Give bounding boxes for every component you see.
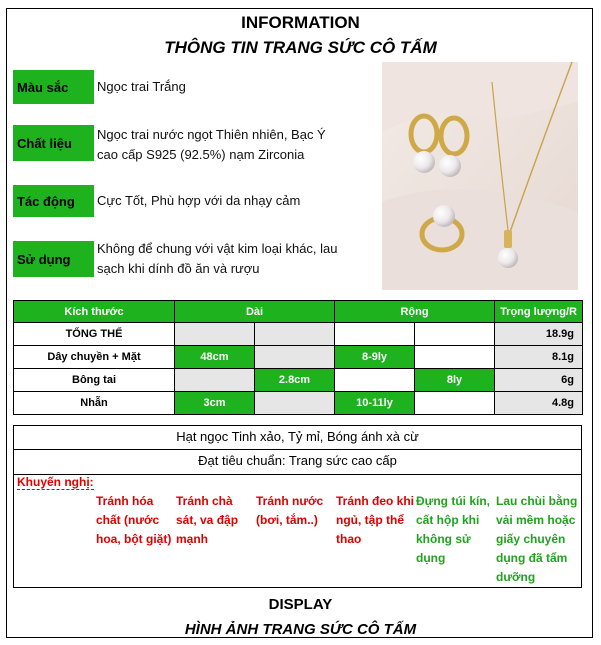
cell-empty	[175, 323, 255, 346]
cell-width-earrings: 8ly	[415, 369, 495, 392]
row-label-ring: Nhẫn	[14, 392, 175, 415]
spec-table	[13, 300, 583, 415]
row-label-overall: TỔNG THỂ	[14, 323, 175, 346]
advice-item-impact: Tránh chà sát, va đập mạnh	[176, 494, 239, 546]
header-size: Kích thước	[14, 301, 175, 323]
table-row	[14, 346, 583, 369]
info-value-color: Ngọc trai Trắng	[97, 79, 186, 94]
info-label-effect: Tác động	[13, 185, 94, 217]
cell-empty	[255, 392, 335, 415]
info-label-color: Màu sắc	[13, 70, 94, 104]
spec-header-row	[14, 301, 583, 323]
advice-item-chemicals: Tránh hóa chất (nước hoa, bột giặt)	[96, 494, 172, 546]
jewelry-illustration	[382, 62, 578, 290]
cell-empty	[415, 392, 495, 415]
header-weight: Trọng lượng/R	[495, 301, 583, 323]
cell-empty	[255, 346, 335, 369]
display-title: DISPLAY	[268, 596, 333, 613]
cell-empty	[335, 369, 415, 392]
table-row	[14, 323, 583, 346]
info-value-usage: Không để chung với vật kim loại khác, lau sạch khi dính đồ ăn và rượu	[97, 241, 338, 276]
cell-empty	[415, 323, 495, 346]
cell-empty	[335, 323, 415, 346]
info-label-usage: Sử dụng	[13, 241, 94, 277]
page-title: INFORMATION	[241, 13, 360, 32]
advice-item-water: Tránh nước (bơi, tắm..)	[256, 494, 324, 527]
info-label-material: Chất liệu	[13, 125, 94, 161]
advice-item-cleaning: Lau chùi bằng vải mềm hoặc giấy chuyên dụng đã tẩm dưỡng	[496, 494, 578, 584]
cell-weight-overall: 18.9g	[495, 323, 583, 346]
cell-weight-earrings: 6g	[495, 369, 583, 392]
cell-empty	[255, 323, 335, 346]
table-row	[14, 392, 583, 415]
cell-weight-necklace: 8.1g	[495, 346, 583, 369]
cell-empty	[415, 346, 495, 369]
info-value-effect: Cực Tốt, Phù hợp với da nhạy cảm	[97, 193, 301, 208]
info-value-material: Ngọc trai nước ngọt Thiên nhiên, Bạc Ý cao cấp S925 (92.5%) nạm Zirconia	[97, 127, 326, 162]
advice-label: Khuyến nghị:	[17, 475, 94, 489]
note-standard: Đạt tiêu chuẩn: Trang sức cao cấp	[13, 450, 582, 475]
row-label-necklace: Dây chuyền + Mặt	[14, 346, 175, 369]
cell-weight-ring: 4.8g	[495, 392, 583, 415]
note-quality: Hạt ngọc Tinh xảo, Tỷ mỉ, Bóng ánh xà cừ	[13, 425, 582, 450]
row-label-earrings: Bông tai	[14, 369, 175, 392]
product-photo	[382, 62, 578, 290]
advice-item-sleep: Tránh đeo khi ngủ, tập thể thao	[336, 494, 415, 546]
cell-empty	[175, 369, 255, 392]
header-length: Dài	[175, 301, 335, 323]
header-width: Rộng	[335, 301, 495, 323]
cell-length-ring: 3cm	[175, 392, 255, 415]
page-subtitle: THÔNG TIN TRANG SỨC CÔ TẤM	[164, 38, 437, 57]
cell-length-necklace: 48cm	[175, 346, 255, 369]
table-row	[14, 369, 583, 392]
display-subtitle: HÌNH ẢNH TRANG SỨC CÔ TẤM	[184, 621, 417, 638]
advice-item-storage: Đựng túi kín, cất hộp khi không sử dụng	[416, 494, 491, 565]
cell-width-necklace: 8-9ly	[335, 346, 415, 369]
cell-length-earrings: 2.8cm	[255, 369, 335, 392]
cell-width-ring: 10-11ly	[335, 392, 415, 415]
